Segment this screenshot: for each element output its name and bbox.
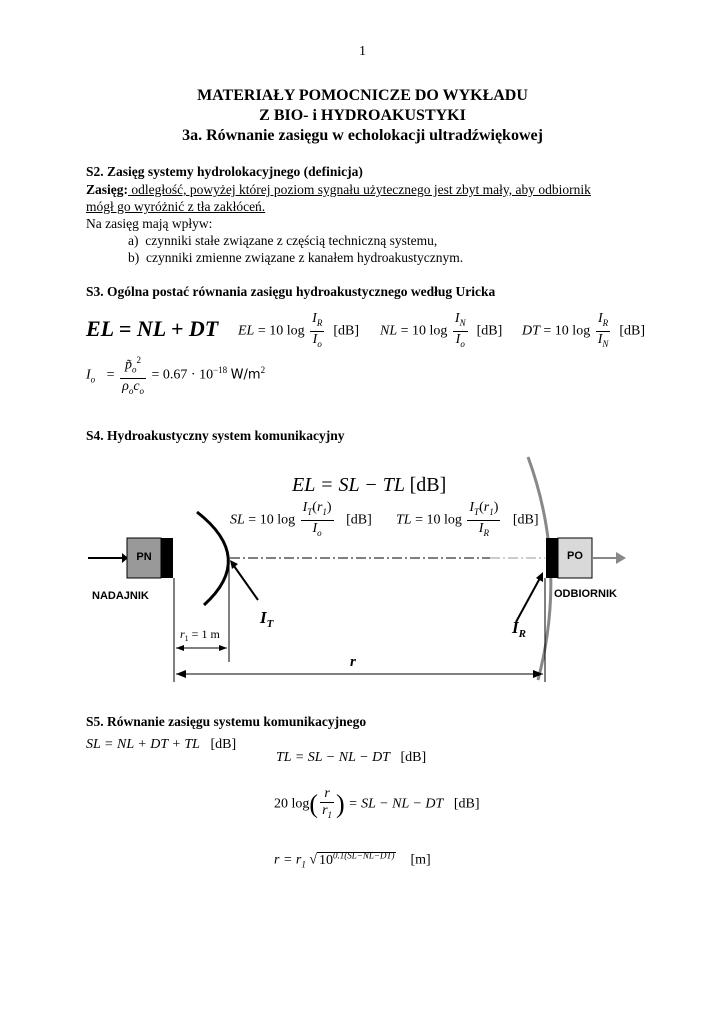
- definition-text-1: odległość, powyżej której poziom sygnału użytecznego jest zbyt mały, aby odbiornik: [128, 182, 591, 197]
- definition-text-2: mógł go wyróżnić z tła zakłóceń.: [86, 199, 266, 214]
- equation-2: TL = SL − NL − DT [dB]: [276, 750, 427, 765]
- s4-heading: S4. Hydroakustyczny system komunikacyjny: [86, 428, 345, 443]
- transmitter-wavefront: [197, 512, 228, 605]
- log-prefix: 20 log: [274, 796, 310, 812]
- r-label: r: [350, 654, 356, 670]
- sl-symbol: SL: [230, 512, 245, 528]
- unit-db: [dB]: [346, 512, 372, 528]
- fraction: $\frac{r}{r_1}$: [322, 786, 333, 820]
- fraction: $\frac{I_T(r_1)}{I_o}$: [302, 500, 332, 538]
- r1-arrow-left: [176, 645, 184, 651]
- definition-term: Zasięg:: [86, 182, 128, 197]
- page-number: 1: [359, 44, 366, 59]
- equation-1: SL = NL + DT + TL [dB]: [86, 737, 237, 752]
- list-marker: a): [128, 233, 139, 248]
- transmitter-emitter: [161, 538, 173, 578]
- title-line-3: 3a. Równanie zasięgu w echolokacji ultradźwiękowej: [182, 127, 543, 144]
- el-symbol: EL: [238, 323, 255, 339]
- urick-equation: EL = NL + DT: [86, 316, 219, 341]
- r1-arrow-right: [219, 645, 227, 651]
- ir-pointer: [516, 578, 540, 622]
- el-definition: [238, 311, 359, 352]
- log-prefix: = 10 log: [543, 323, 591, 339]
- log-prefix: = 10 log: [400, 323, 448, 339]
- unit-db: [dB]: [512, 512, 539, 528]
- io-value: = 0.67 · 10: [151, 367, 214, 383]
- s5-heading: S5. Równanie zasięgu systemu komunikacyjnego: [86, 714, 367, 729]
- output-arrowhead: [616, 552, 626, 564]
- r1-label: $r_1 = 1$ m: [180, 627, 220, 643]
- communication-diagram: [0, 450, 725, 690]
- fraction: $\frac{p̃_o^2}{\rho_oc_o}$: [120, 352, 146, 399]
- fraction: $\frac{I_N}{I_o}$: [454, 311, 466, 349]
- s2-heading: S2. Zasięg systemy hydrolokacyjnego (definicja): [86, 164, 363, 179]
- unit-wm2: W/m: [230, 367, 261, 383]
- fraction: $\frac{I_R}{I_o}$: [312, 311, 323, 349]
- s2-definition: [86, 181, 646, 215]
- transmitter-label: NADAJNIK: [92, 590, 149, 602]
- list-item: [128, 249, 463, 266]
- unit-square: 2: [260, 364, 266, 375]
- list-text: czynniki stałe związane z częścią techniczną systemu,: [145, 233, 438, 248]
- equation-text: EL = SL − TL: [292, 474, 405, 496]
- influence-intro: Na zasięg mają wpływ:: [86, 216, 213, 231]
- nl-definition: [380, 311, 502, 352]
- transmitter-box-label: PN: [136, 551, 152, 563]
- title-line-1: MATERIAŁY POMOCNICZE DO WYKŁADU: [197, 87, 528, 104]
- equation-4: $r = r_1$ √ $10^{0.1(SL-NL-DT)}$ [m]: [274, 850, 431, 870]
- fraction: $\frac{I_T(r_1)}{I_R}$: [469, 500, 499, 538]
- log-prefix: = 10 log: [257, 323, 305, 339]
- fraction: $\frac{I_R}{I_N}$: [597, 311, 609, 349]
- unit-db: [dB]: [409, 474, 447, 496]
- dt-definition: [522, 311, 645, 352]
- log-prefix: = 10 log: [248, 512, 296, 528]
- unit-db: [dB]: [333, 323, 359, 339]
- list-marker: b): [128, 250, 140, 265]
- ir-label: $I_R$: [512, 618, 526, 640]
- io-definition: $I_o$ = $\frac{p̃_o^2}{\rho_oc_o}$ = $0.67 \cdot 10^{-18}$ $W/m^2$: [86, 352, 265, 399]
- tl-symbol: TL: [396, 512, 412, 528]
- it-label: $I_T$: [260, 608, 274, 630]
- unit-db: [dB]: [476, 323, 503, 339]
- receiver-sensor: [546, 538, 558, 578]
- receiver-box-label: PO: [567, 550, 583, 562]
- log-prefix: = 10 log: [415, 512, 462, 528]
- r-arrow-left: [176, 670, 186, 678]
- unit-db: [dB]: [619, 323, 646, 339]
- list-item: [128, 232, 437, 249]
- s3-heading: S3. Ogólna postać równania zasięgu hydroakustycznego według Uricka: [86, 284, 496, 299]
- nl-symbol: NL: [380, 323, 398, 339]
- title-line-2: Z BIO- i HYDROAKUSTYKI: [259, 107, 466, 124]
- list-text: czynniki zmienne związane z kanałem hydroakustycznym.: [146, 250, 464, 265]
- dt-symbol: DT: [522, 323, 540, 339]
- it-pointer: [234, 566, 258, 600]
- io-exponent: −18: [213, 364, 228, 375]
- receiver-label: ODBIORNIK: [554, 588, 617, 600]
- equation-3: 20 log( $\frac{r}{r_1}$ ) = SL − NL − DT [dB]: [274, 786, 480, 823]
